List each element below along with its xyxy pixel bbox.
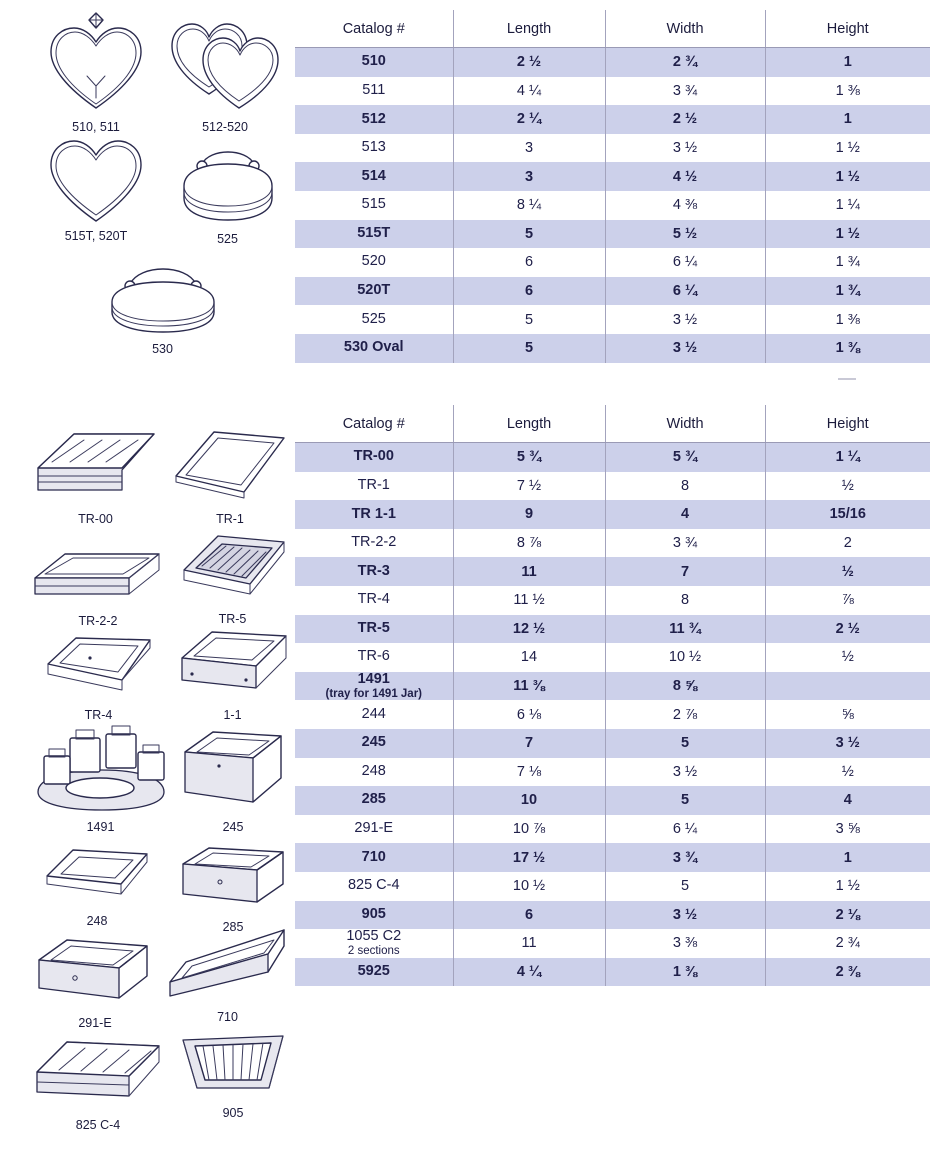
open-box-icon (173, 838, 293, 918)
cell-catalog (295, 191, 453, 220)
cell-catalog (295, 958, 453, 987)
cell-catalog (295, 529, 453, 558)
cell-length: 14 (453, 643, 605, 672)
figure-tr-1 (165, 418, 295, 526)
cell-catalog (295, 700, 453, 729)
table-row (295, 700, 930, 729)
cell-height: 2 ¾ (765, 929, 930, 958)
cell-height: 1 ½ (765, 162, 930, 191)
cell-length: 7 ½ (453, 472, 605, 501)
cell-length: 6 ⅛ (453, 700, 605, 729)
figure-caption: 905 (222, 1106, 244, 1120)
cell-width: 6 ¼ (605, 248, 765, 277)
cell-catalog (295, 305, 453, 334)
figure-510-511 (36, 8, 156, 134)
figure-825-c-4 (28, 1028, 168, 1132)
cell-height: 1 (765, 105, 930, 134)
table-row (295, 77, 930, 106)
cell-length: 6 (453, 277, 605, 306)
catalog-number: 514 (361, 167, 386, 184)
table-row (295, 529, 930, 558)
cell-width: 3 ½ (605, 305, 765, 334)
cell-catalog (295, 220, 453, 249)
cell-catalog (295, 134, 453, 163)
cell-width: 10 ½ (605, 643, 765, 672)
catalog-number: TR-6 (357, 648, 390, 665)
cell-height: 1 ¼ (765, 443, 930, 472)
catalog-number: 825 C-4 (347, 877, 400, 894)
cell-width: 3 ¾ (605, 843, 765, 872)
cell-width: 11 ¾ (605, 615, 765, 644)
cell-width: 2 ½ (605, 105, 765, 134)
heart-box-icon (37, 8, 155, 118)
figure-caption: 285 (222, 920, 244, 934)
catalog-number: TR-3 (357, 562, 390, 579)
column-header-width: Width (605, 405, 765, 443)
cell-height: 4 (765, 786, 930, 815)
cell-height: 1 ¼ (765, 191, 930, 220)
cell-length: 11 (453, 557, 605, 586)
column-header-catalog: Catalog # (295, 10, 453, 48)
table-row (295, 134, 930, 163)
table-row (295, 105, 930, 134)
table-row (295, 872, 930, 901)
catalog-number: 291-E (354, 820, 394, 837)
table-row (295, 334, 930, 363)
catalog-number: 710 (361, 848, 386, 865)
table-row (295, 248, 930, 277)
figure-512-520 (160, 8, 290, 134)
catalog-note: 2 sections (347, 945, 400, 958)
catalog-number: TR 1-1 (351, 505, 396, 522)
cell-width: 1 ⅜ (605, 958, 765, 987)
cell-height: 1 (765, 48, 930, 77)
figure-tr-00 (28, 418, 163, 526)
cell-height: 2 ½ (765, 615, 930, 644)
cell-height: 3 ½ (765, 729, 930, 758)
catalog-number: TR-00 (353, 448, 394, 465)
cell-height: ½ (765, 643, 930, 672)
cell-height: 15/16 (765, 500, 930, 529)
figure-248 (36, 838, 158, 928)
catalog-number: 1055 C2 (346, 928, 402, 945)
cell-catalog (295, 786, 453, 815)
cell-width: 5 (605, 729, 765, 758)
catalog-number: 515T (357, 224, 391, 241)
cell-length: 11 (453, 929, 605, 958)
rect-box-icon (31, 930, 159, 1014)
cell-catalog (295, 500, 453, 529)
cell-catalog (295, 472, 453, 501)
cell-width: 2 ⅞ (605, 700, 765, 729)
cell-length: 6 (453, 901, 605, 930)
cell-catalog (295, 815, 453, 844)
catalog-number: TR-2-2 (351, 534, 397, 551)
cell-catalog (295, 443, 453, 472)
long-narrow-tray-icon (29, 528, 167, 612)
table-row (295, 843, 930, 872)
cell-height: 1 ⅜ (765, 305, 930, 334)
cell-catalog (295, 929, 453, 958)
cell-length: 7 ⅛ (453, 758, 605, 787)
figure-caption: TR-00 (78, 512, 113, 526)
table-row (295, 557, 930, 586)
table-row (295, 443, 930, 472)
cell-length: 3 (453, 162, 605, 191)
fluted-tray-icon (173, 1022, 293, 1104)
table-row (295, 958, 930, 987)
column-header-length: Length (453, 405, 605, 443)
catalog-number: 520T (357, 282, 391, 299)
figure-caption: TR-4 (84, 708, 113, 722)
figure-caption: 291-E (78, 1016, 112, 1030)
cell-catalog (295, 105, 453, 134)
figure-515t-520t (36, 135, 156, 243)
table-row (295, 191, 930, 220)
catalog-number: 510 (361, 53, 386, 70)
figure-1491 (28, 722, 173, 834)
cell-catalog (295, 557, 453, 586)
cell-height: 1 ¾ (765, 277, 930, 306)
catalog-number: 511 (362, 81, 386, 98)
catalog-number: 520 (361, 253, 386, 270)
cell-height: 1 ½ (765, 220, 930, 249)
divided-tray-icon (30, 418, 162, 510)
cell-width: 7 (605, 557, 765, 586)
cell-height: 1 ½ (765, 872, 930, 901)
cell-length: 7 (453, 729, 605, 758)
cell-width: 3 ½ (605, 758, 765, 787)
cell-width: 8 (605, 472, 765, 501)
table-row (295, 758, 930, 787)
figure-caption: 710 (217, 1010, 238, 1024)
cell-width: 4 (605, 500, 765, 529)
figure-905 (172, 1022, 294, 1120)
cell-length: 8 ⅞ (453, 529, 605, 558)
catalog-number: 245 (361, 734, 386, 751)
cell-width: 6 ¼ (605, 815, 765, 844)
table-row (295, 500, 930, 529)
table-row (295, 472, 930, 501)
table-row (295, 786, 930, 815)
cell-height: ½ (765, 557, 930, 586)
cell-height: 1 ¾ (765, 248, 930, 277)
table-row (295, 643, 930, 672)
catalog-number: 515 (361, 196, 386, 213)
cell-length: 4 ¼ (453, 77, 605, 106)
figure-tr-4 (36, 622, 161, 722)
long-tray-icon (162, 920, 294, 1008)
cell-width: 2 ¾ (605, 48, 765, 77)
table-row (295, 929, 930, 958)
table-row (295, 615, 930, 644)
table-row (295, 815, 930, 844)
cell-catalog (295, 758, 453, 787)
column-header-catalog: Catalog # (295, 405, 453, 443)
figure-525 (170, 140, 285, 246)
cell-catalog (295, 643, 453, 672)
figure-caption: 530 (152, 342, 173, 356)
cell-height: ½ (765, 758, 930, 787)
cell-catalog (295, 77, 453, 106)
cell-catalog (295, 277, 453, 306)
cell-width: 8 (605, 586, 765, 615)
figure-tr-2-2 (28, 528, 168, 628)
round-box-handle-icon (172, 140, 284, 230)
figure-245 (172, 722, 294, 834)
oval-box-handle-icon (102, 258, 224, 340)
heart-outline-icon (37, 135, 155, 227)
cell-length: 10 ½ (453, 872, 605, 901)
four-section-tray-icon (29, 1028, 167, 1116)
cell-height (765, 672, 930, 701)
catalog-number: 513 (361, 139, 386, 156)
cell-length: 17 ½ (453, 843, 605, 872)
figure-1-1 (170, 618, 295, 722)
cell-width: 4 ½ (605, 162, 765, 191)
table-row (295, 672, 930, 701)
figure-caption: 245 (222, 820, 244, 834)
figure-caption: 1491 (86, 820, 115, 834)
cell-length: 10 (453, 786, 605, 815)
cell-width: 3 ½ (605, 334, 765, 363)
catalog-number: 248 (361, 762, 386, 779)
cell-catalog (295, 586, 453, 615)
page-edge-mark (838, 378, 856, 380)
cell-catalog (295, 672, 453, 701)
figure-caption: TR-5 (218, 612, 247, 626)
cell-width: 3 ⅜ (605, 929, 765, 958)
column-header-width: Width (605, 10, 765, 48)
cell-catalog (295, 615, 453, 644)
cell-length: 11 ⅜ (453, 672, 605, 701)
table-header-row (295, 10, 930, 48)
table-row (295, 162, 930, 191)
cell-width: 5 ¾ (605, 443, 765, 472)
catalog-number: TR-5 (357, 619, 390, 636)
cell-length: 12 ½ (453, 615, 605, 644)
heart-boxes-pair-icon (161, 8, 289, 118)
catalog-number: 1491 (357, 671, 390, 688)
column-header-length: Length (453, 10, 605, 48)
figure-caption: 1-1 (223, 708, 242, 722)
column-header-height: Height (765, 10, 930, 48)
deep-tray-icon (172, 618, 294, 706)
cell-length: 2 ½ (453, 48, 605, 77)
table-row (295, 729, 930, 758)
cell-catalog (295, 162, 453, 191)
cell-height: 2 ⅜ (765, 958, 930, 987)
catalog-number: 285 (361, 791, 386, 808)
figure-caption: 248 (86, 914, 108, 928)
cell-width: 6 ¼ (605, 277, 765, 306)
table-row (295, 277, 930, 306)
cell-height: 1 ⅜ (765, 77, 930, 106)
cell-height: ⅝ (765, 700, 930, 729)
cell-length: 8 ¼ (453, 191, 605, 220)
figure-caption: 525 (217, 232, 238, 246)
cell-catalog (295, 48, 453, 77)
cell-length: 2 ¼ (453, 105, 605, 134)
cell-height: ⅞ (765, 586, 930, 615)
catalog-table-heart-round-boxes (295, 10, 930, 363)
figure-caption: 512-520 (202, 120, 248, 134)
figure-caption: TR-2-2 (78, 614, 118, 628)
catalog-number: TR-1 (357, 476, 390, 493)
catalog-number: 244 (361, 705, 386, 722)
cell-catalog (295, 872, 453, 901)
cell-height: 2 ⅛ (765, 901, 930, 930)
catalog-note: (tray for 1491 Jar) (325, 687, 423, 700)
cell-length: 3 (453, 134, 605, 163)
cell-catalog (295, 248, 453, 277)
figure-caption: 825 C-4 (75, 1118, 121, 1132)
cell-length: 6 (453, 248, 605, 277)
figure-530 (100, 258, 225, 356)
figure-710 (160, 920, 295, 1024)
cell-length: 11 ½ (453, 586, 605, 615)
catalog-number: 525 (361, 310, 386, 327)
deep-box-icon (173, 722, 293, 818)
cell-height: 3 ⅝ (765, 815, 930, 844)
cell-width: 3 ½ (605, 134, 765, 163)
cell-width: 3 ¾ (605, 529, 765, 558)
catalog-number: 5925 (357, 963, 390, 980)
table-row (295, 586, 930, 615)
cell-height: 1 ⅜ (765, 334, 930, 363)
table-row (295, 305, 930, 334)
cell-height: 1 (765, 843, 930, 872)
figure-tr-5 (170, 522, 295, 626)
slotted-tray-icon (172, 522, 294, 610)
column-header-height: Height (765, 405, 930, 443)
table-row (295, 901, 930, 930)
cell-height: 1 ½ (765, 134, 930, 163)
cell-width: 3 ½ (605, 901, 765, 930)
cell-width: 5 (605, 786, 765, 815)
catalog-number: TR-4 (357, 591, 390, 608)
cell-width: 8 ⅝ (605, 672, 765, 701)
catalog-table-trays (295, 405, 930, 986)
figure-291-e (30, 930, 160, 1030)
cell-length: 9 (453, 500, 605, 529)
cell-width: 5 ½ (605, 220, 765, 249)
cell-catalog (295, 334, 453, 363)
cell-length: 5 (453, 334, 605, 363)
flat-tray-icon (166, 418, 294, 510)
cell-catalog (295, 901, 453, 930)
cell-catalog (295, 843, 453, 872)
shallow-tray-icon (38, 622, 160, 706)
catalog-number: 512 (361, 110, 386, 127)
cell-length: 5 ¾ (453, 443, 605, 472)
figure-caption: 515T, 520T (64, 229, 128, 243)
cell-length: 5 (453, 305, 605, 334)
cell-length: 5 (453, 220, 605, 249)
cell-length: 4 ¼ (453, 958, 605, 987)
table-row (295, 48, 930, 77)
catalog-number: 905 (361, 905, 386, 922)
thin-tray-icon (37, 838, 157, 912)
jar-tray-set-icon (30, 722, 172, 818)
cell-length: 10 ⅞ (453, 815, 605, 844)
cell-catalog (295, 729, 453, 758)
cell-width: 3 ¾ (605, 77, 765, 106)
table-row (295, 220, 930, 249)
cell-width: 5 (605, 872, 765, 901)
cell-width: 4 ⅜ (605, 191, 765, 220)
cell-height: 2 (765, 529, 930, 558)
figure-caption: TR-1 (216, 512, 244, 526)
figure-caption: 510, 511 (72, 120, 120, 134)
cell-height: ½ (765, 472, 930, 501)
catalog-number: 530 Oval (343, 339, 404, 356)
table-header-row (295, 405, 930, 443)
